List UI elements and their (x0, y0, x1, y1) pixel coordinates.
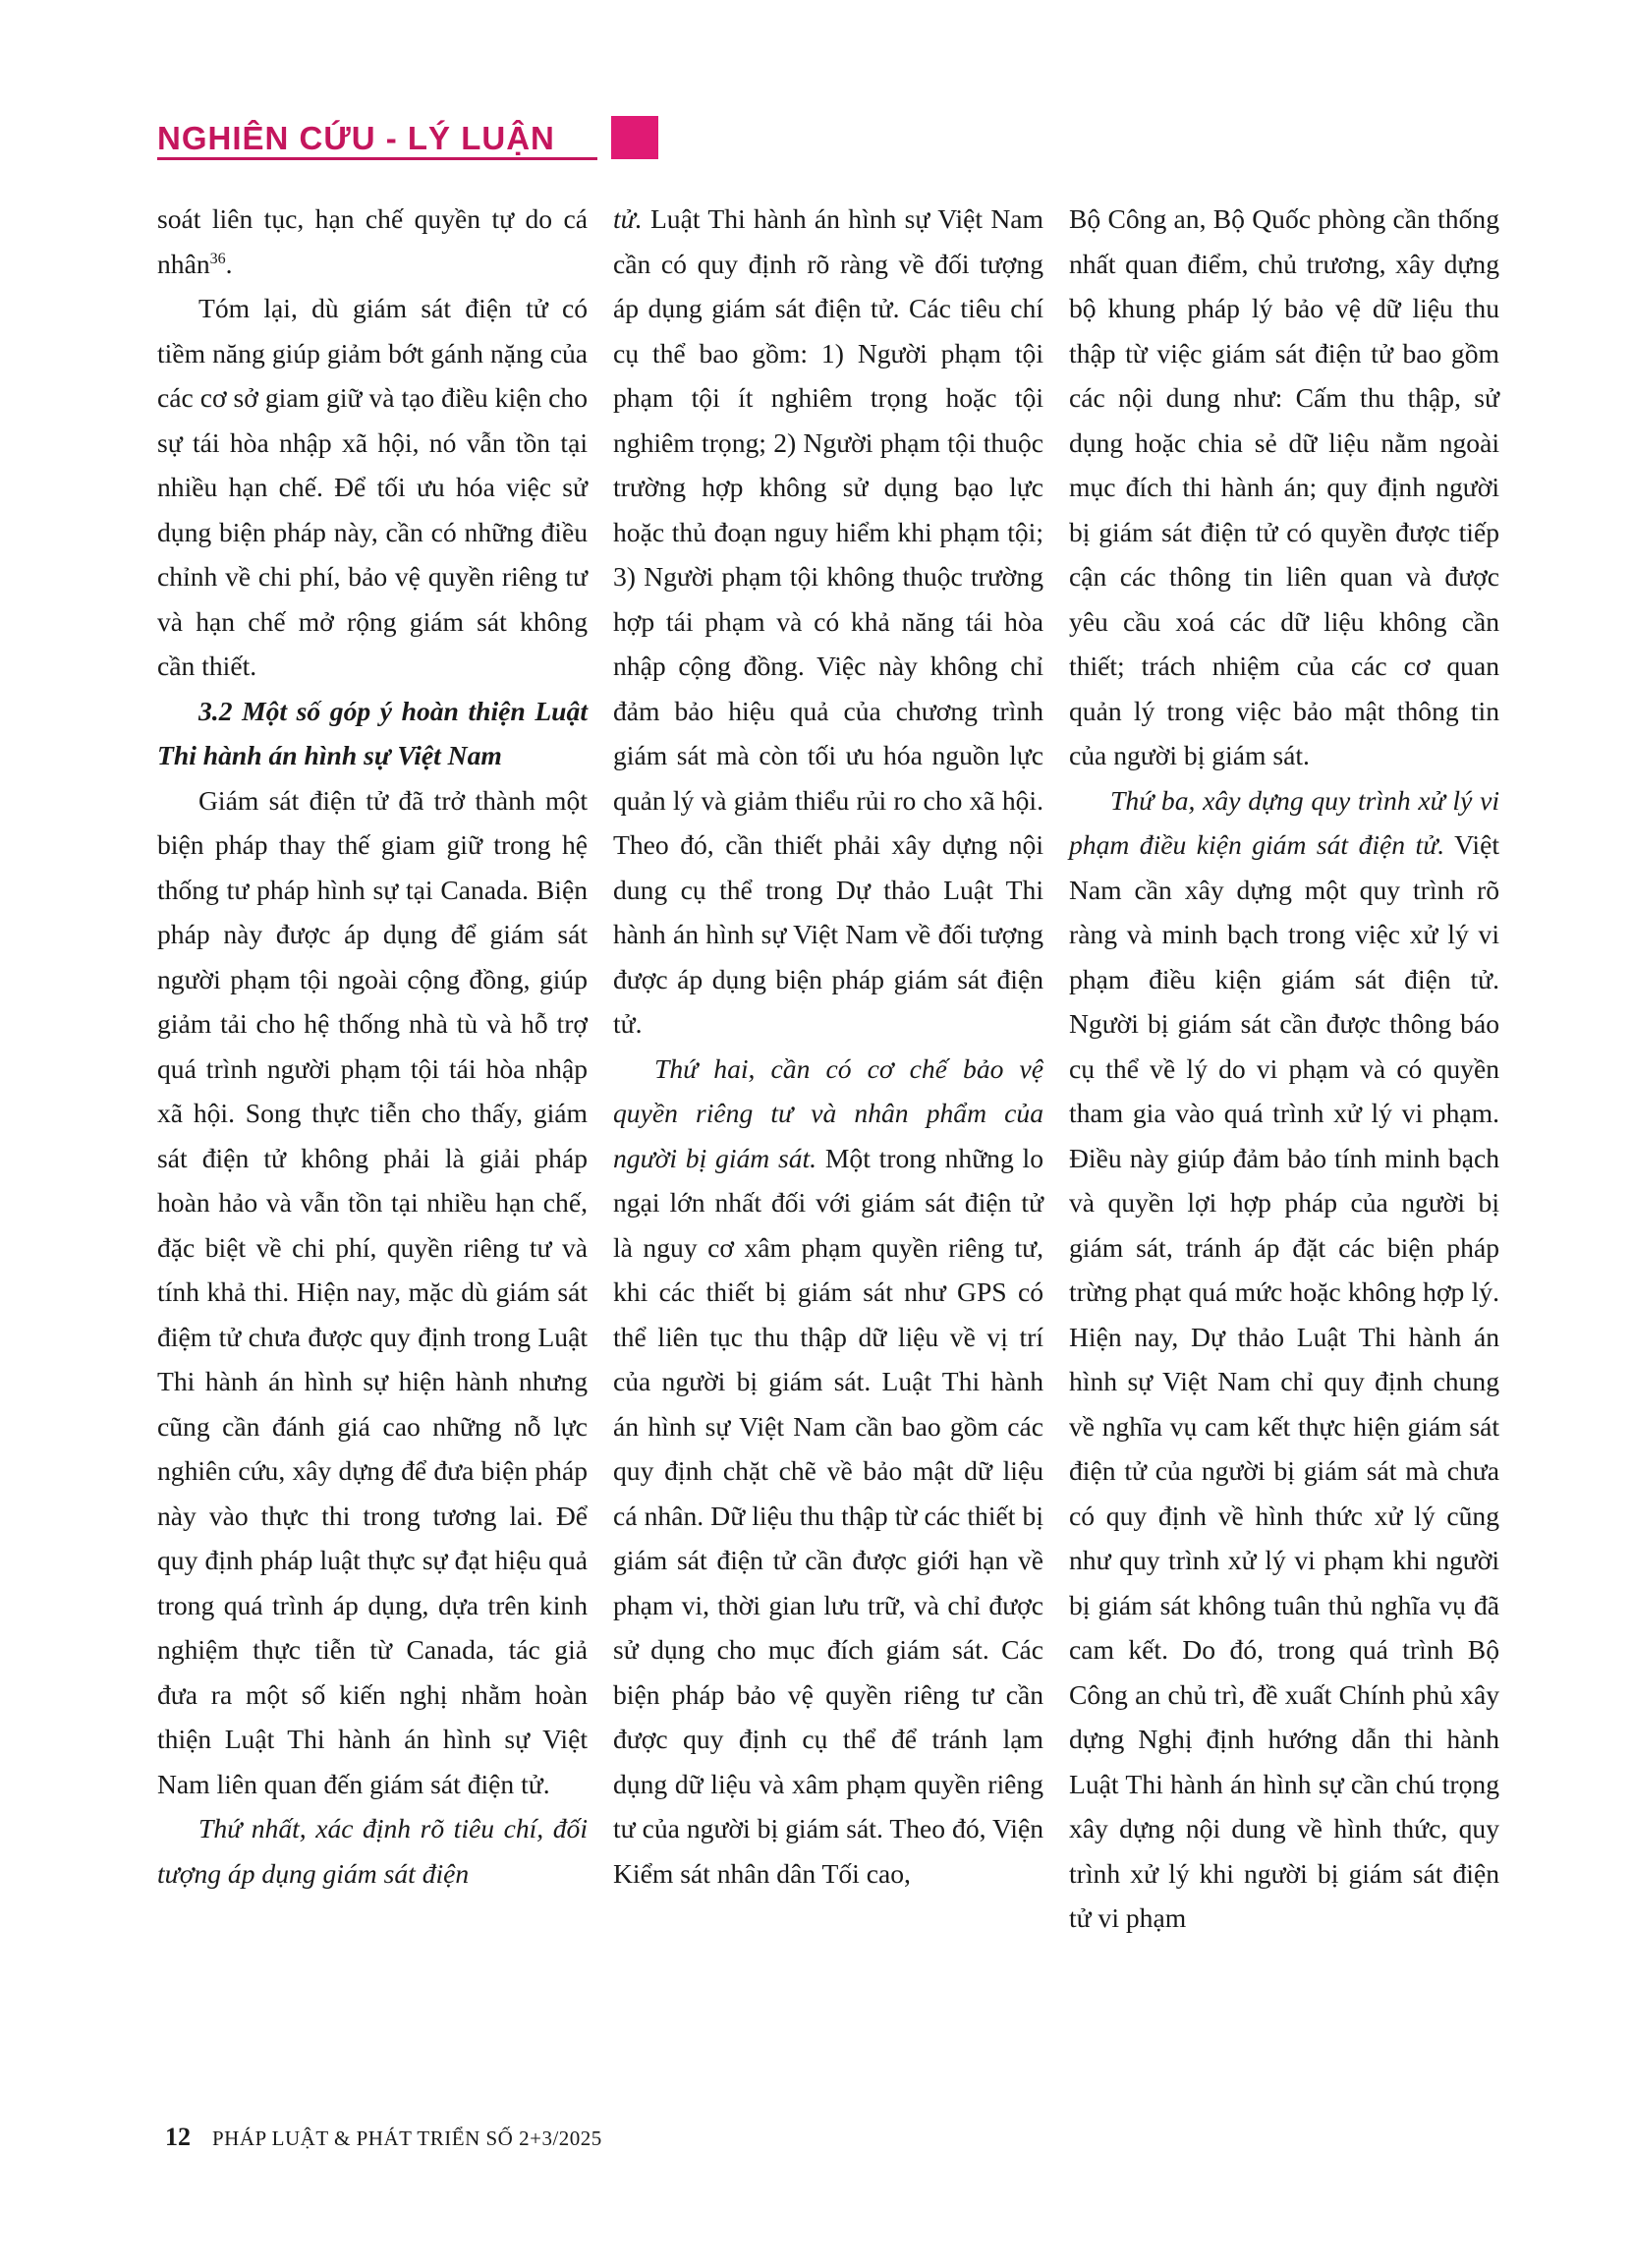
italic-text: tử. (613, 203, 643, 234)
page-header (157, 116, 648, 163)
paragraph (157, 778, 588, 1807)
text-column-1 (157, 197, 588, 1896)
paragraph (157, 1806, 588, 1896)
page-number: 12 (165, 2123, 191, 2151)
text-run: Bộ Công an, Bộ Quốc phòng cần thống nhất quan điểm, chủ trương, xây dựng bộ khung pháp lý bảo vệ dữ liệu thu thập từ việc giám sát điện tử bao gồm các nội dung như: Cấm thu thập, sử dụng hoặc chia sẻ dữ liệu nằm ngoài mục đích thi hành án; quy định người bị giám sát điện tử có quyền được tiếp cận các thông tin liên quan và được yêu cầu xoá các dữ liệu không cần thiết; trách nhiệm của các cơ quan quản lý trong việc bảo mật thông tin của người bị giám sát. (1069, 203, 1499, 770)
header-accent-block (611, 116, 658, 159)
text-run: Luật Thi hành án hình sự Việt Nam cần có quy định rõ ràng về đối tượng áp dụng giám sát điện tử. Các tiêu chí cụ thể bao gồm: 1) Người phạm tội phạm tội ít nghiêm trọng hoặc tội nghiêm trọng; 2) Người phạm tội thuộc trường hợp không sử dụng bạo lực hoặc thủ đoạn nguy hiểm khi phạm tội; 3) Người phạm tội không thuộc trường hợp tái phạm và có khả năng tái hòa nhập cộng đồng. Việc này không chỉ đảm bảo hiệu quả của chương trình giám sát mà còn tối ưu hóa nguồn lực quản lý và giảm thiểu rủi ro cho xã hội. Theo đó, cần thiết phải xây dựng nội dung cụ thể trong Dự thảo Luật Thi hành án hình sự Việt Nam về đối tượng được áp dụng biện pháp giám sát điện tử. (613, 203, 1043, 1039)
paragraph (1069, 778, 1499, 1941)
paragraph-continued (1069, 197, 1499, 778)
paragraph (157, 286, 588, 689)
header-rule (157, 157, 597, 160)
text-column-3 (1069, 197, 1499, 1941)
italic-text: Thứ nhất, xác định rõ tiêu chí, đối tượng áp dụng giám sát điện (157, 1813, 588, 1889)
text-run: Giám sát điện tử đã trở thành một biện pháp thay thế giam giữ trong hệ thống tư pháp hình sự tại Canada. Biện pháp này được áp dụng để giám sát người phạm tội ngoài cộng đồng, giúp giảm tải cho hệ thống nhà tù và hỗ trợ quá trình người phạm tội tái hòa nhập xã hội. Song thực tiễn cho thấy, giám sát điện tử không phải là giải pháp hoàn hảo và vẫn tồn tại nhiều hạn chế, đặc biệt về chi phí, quyền riêng tư và tính khả thi. Hiện nay, mặc dù giám sát điệm tử chưa được quy định trong Luật Thi hành án hình sự hiện hành nhưng cũng cần đánh giá cao những nỗ lực nghiên cứu, xây dựng để đưa biện pháp này vào thực thi trong tương lai. Để quy định pháp luật thực sự đạt hiệu quả trong quá trình áp dụng, dựa trên kinh nghiệm thực tiễn từ Canada, tác giả đưa ra một số kiến nghị nhằm hoàn thiện Luật Thi hành án hình sự Việt Nam liên quan đến giám sát điện tử. (157, 784, 588, 1799)
text-run: soát liên tục, hạn chế quyền tự do cá nhân (157, 203, 588, 279)
paragraph (613, 1047, 1043, 1897)
journal-name: PHÁP LUẬT & PHÁT TRIỂN SỐ 2+3/2025 (212, 2126, 602, 2150)
text-run: . (225, 248, 233, 279)
section-title: NGHIÊN CỨU - LÝ LUẬN (157, 120, 555, 156)
paragraph-continued (613, 197, 1043, 1047)
text-column-2 (613, 197, 1043, 1896)
section-subheading (157, 689, 588, 778)
italic-text: Thứ hai, cần có cơ chế bảo vệ quyền riêng tư và nhân phẩm của người bị giám sát. (613, 1052, 1043, 1173)
text-run: Tóm lại, dù giám sát điện tử có tiềm năng giúp giảm bớt gánh nặng của các cơ sở giam giữ và tạo điều kiện cho sự tái hòa nhập xã hội, nó vẫn tồn tại nhiều hạn chế. Để tối ưu hóa việc sử dụng biện pháp này, cần có những điều chỉnh về chi phí, bảo vệ quyền riêng tư và hạn chế mở rộng giám sát không cần thiết. (157, 293, 588, 681)
page-footer (165, 2123, 602, 2152)
footnote-ref: 36 (209, 250, 226, 267)
text-run: Một trong những lo ngại lớn nhất đối với giám sát điện tử là nguy cơ xâm phạm quyền riêng tư, khi các thiết bị giám sát như GPS có thể liên tục thu thập dữ liệu về vị trí của người bị giám sát. Luật Thi hành án hình sự Việt Nam cần bao gồm các quy định chặt chẽ về bảo mật dữ liệu cá nhân. Dữ liệu thu thập từ các thiết bị giám sát điện tử cần được giới hạn về phạm vi, thời gian lưu trữ, và chỉ được sử dụng cho mục đích giám sát. Các biện pháp bảo vệ quyền riêng tư cần được quy định cụ thể để tránh lạm dụng dữ liệu và xâm phạm quyền riêng tư của người bị giám sát. Theo đó, Viện Kiểm sát nhân dân Tối cao, (613, 1142, 1044, 1889)
italic-text: Thứ ba, xây dựng quy trình xử lý vi phạm điều kiện giám sát điện tử. (1069, 784, 1499, 860)
text-run: 3.2 Một số góp ý hoàn thiện Luật Thi hành án hình sự Việt Nam (157, 695, 588, 770)
paragraph-continued (157, 197, 588, 286)
text-run: Việt Nam cần xây dựng một quy trình rõ ràng và minh bạch trong việc xử lý vi phạm điều kiện giám sát điện tử. Người bị giám sát cần được thông báo cụ thể về lý do vi phạm và có quyền tham gia vào quá trình xử lý vi phạm. Điều này giúp đảm bảo tính minh bạch và quyền lợi hợp pháp của người bị giám sát, tránh áp đặt các biện pháp trừng phạt quá mức hoặc không hợp lý. Hiện nay, Dự thảo Luật Thi hành án hình sự Việt Nam chỉ quy định chung về nghĩa vụ cam kết thực hiện giám sát điện tử của người bị giám sát mà chưa có quy định về hình thức xử lý cũng như quy trình xử lý vi phạm khi người bị giám sát không tuân thủ nghĩa vụ đã cam kết. Do đó, trong quá trình Bộ Công an chủ trì, đề xuất Chính phủ xây dựng Nghị định hướng dẫn thi hành Luật Thi hành án hình sự cần chú trọng xây dựng nội dung về hình thức, quy trình xử lý khi người bị giám sát điện tử vi phạm (1069, 829, 1500, 1933)
